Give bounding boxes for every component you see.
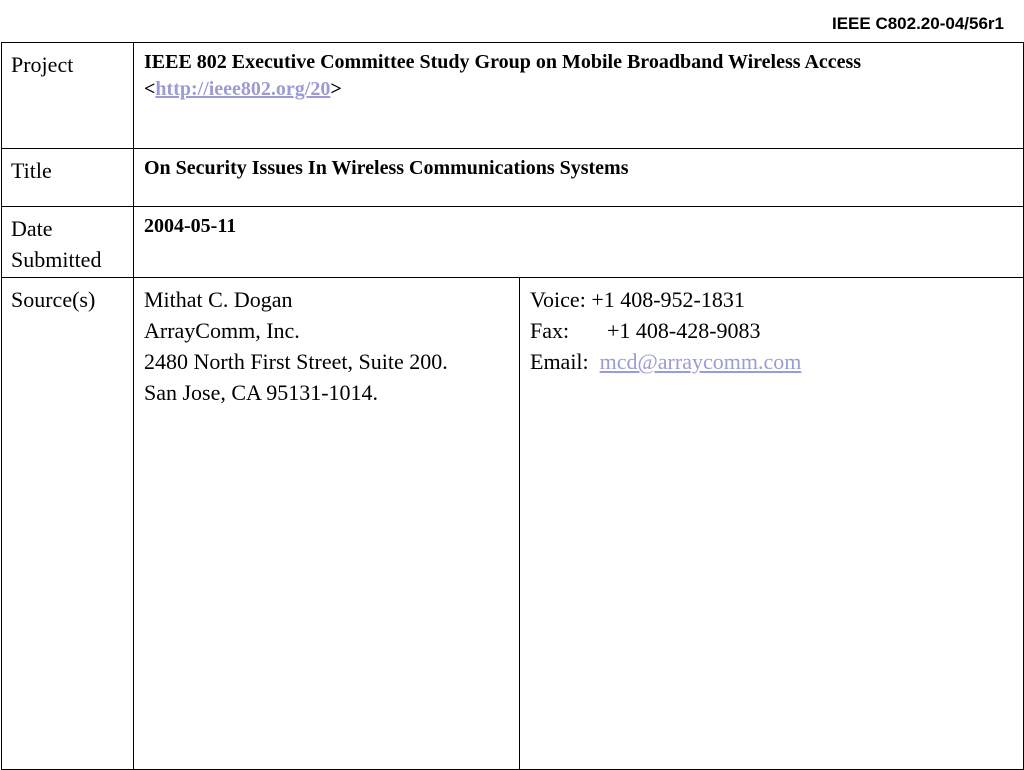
date-label-line1: Date <box>11 216 53 241</box>
fax-line <box>530 315 1015 346</box>
date-value: 2004-05-11 <box>134 207 1024 278</box>
source-label: Source(s) <box>2 278 134 770</box>
title-value: On Security Issues In Wireless Communications Systems <box>134 149 1024 207</box>
document-id: IEEE C802.20-04/56r1 <box>831 14 1004 33</box>
date-row <box>2 207 1024 278</box>
title-label: Title <box>2 149 134 207</box>
project-link[interactable]: http://ieee802.org/20 <box>155 78 331 100</box>
source-contact <box>520 278 1024 770</box>
date-label <box>2 207 134 278</box>
project-link-close: > <box>330 78 342 100</box>
project-value <box>134 43 1024 149</box>
date-label-line2: Submitted <box>11 247 102 272</box>
project-link-open: < <box>144 78 156 100</box>
voice-line <box>530 284 1015 315</box>
fax-number: +1 408-428-9083 <box>607 318 761 343</box>
project-name: IEEE 802 Executive Committee Study Group on Mobile Broadband Wireless Access <box>144 51 862 73</box>
project-row <box>2 43 1024 149</box>
fax-label: Fax: <box>530 318 570 343</box>
email-line <box>530 346 1015 377</box>
voice-label: Voice: <box>530 287 586 312</box>
project-label: Project <box>2 43 134 149</box>
email-link[interactable]: mcd@arraycomm.com <box>599 349 802 374</box>
title-row <box>2 149 1024 207</box>
source-row <box>2 278 1024 770</box>
street-address: 2480 North First Street, Suite 200. <box>144 349 448 374</box>
cover-sheet-table <box>1 42 1024 770</box>
source-address <box>134 278 520 770</box>
organization: ArrayComm, Inc. <box>144 318 300 343</box>
author-name: Mithat C. Dogan <box>144 287 293 312</box>
email-label: Email: <box>530 349 589 374</box>
city-address: San Jose, CA 95131-1014. <box>144 380 379 405</box>
voice-number: +1 408-952-1831 <box>591 287 745 312</box>
